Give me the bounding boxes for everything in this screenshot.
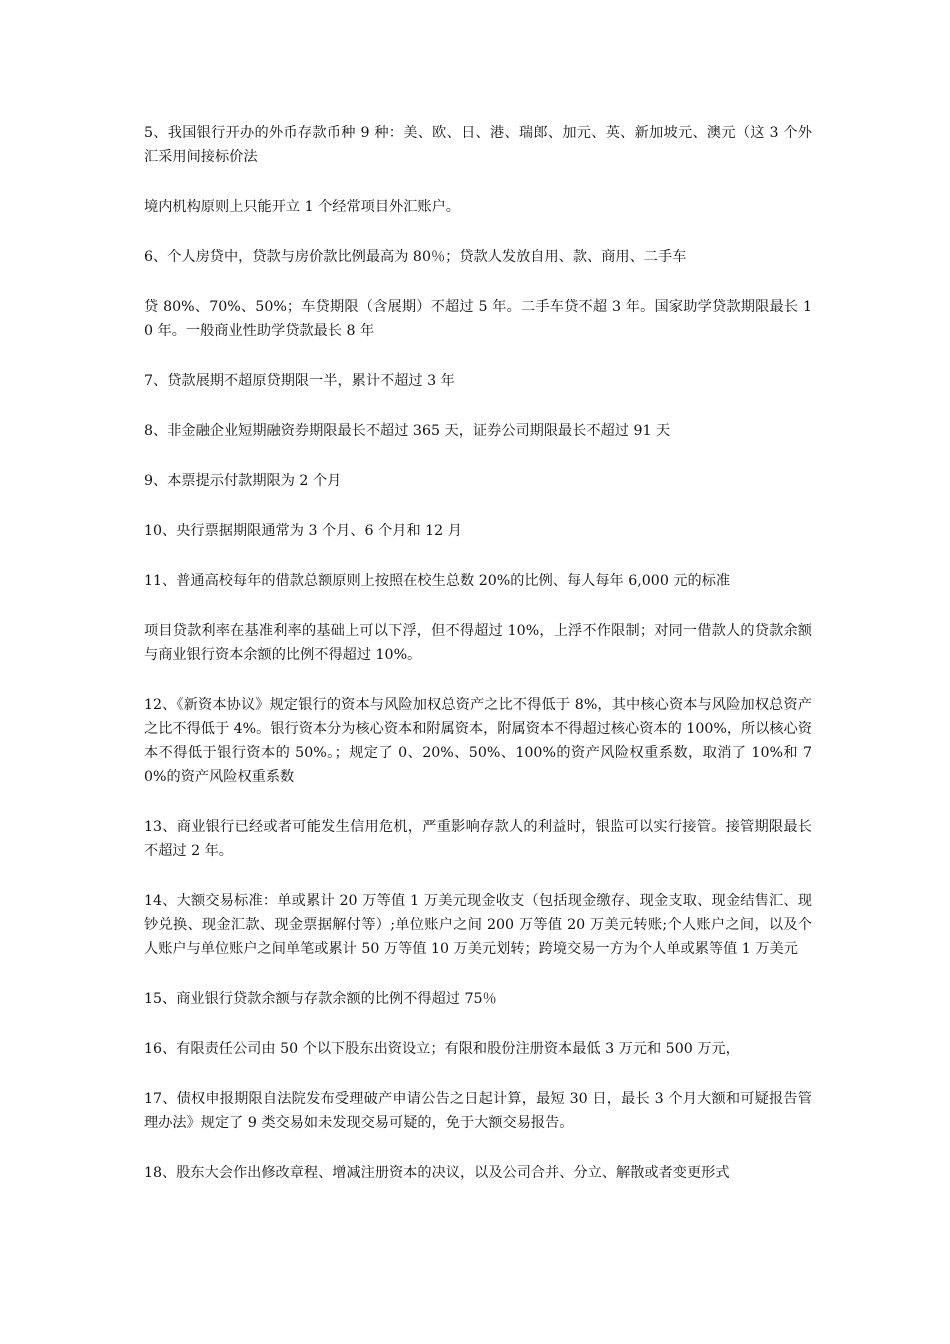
paragraph-14: 14、大额交易标准：单或累计 20 万等值 1 万美元现金收支（包括现金缴存、现金支取、现金结售汇、现钞兑换、现金汇款、现金票据解付等）;单位账户之间 200 万等值 20 万美元转账;个人账户之间，以及个人账户与单位账户之间单笔或累计 50 万等值 10 万美元划转；跨境交易一方为个人单或累等值 1 万美元 <box>144 893 812 957</box>
paragraph-12: 12、《新资本协议》规定银行的资本与风险加权总资产之比不得低于 8%，其中核心资本与风险加权总资产之比不得低于 4%。银行资本分为核心资本和附属资本，附属资本不得超过核心资本的 100%，所以核心资本不得低于银行资本的 50%。；规定了 0、20%、50%、100%的资产风险权重系数，取消了 10%和 70%的资产风险权重系数 <box>144 697 812 785</box>
paragraph-11-detail: 项目贷款利率在基准利率的基础上可以下浮，但不得超过 10%，上浮不作限制；对同一借款人的贷款余额与商业银行资本余额的比例不得超过 10%。 <box>144 623 812 663</box>
paragraph-6-detail: 贷 80%、70%、50%；车贷期限（含展期）不超过 5 年。二手车贷不超 3 年。国家助学贷款期限最长 10 年。一般商业性助学贷款最长 8 年 <box>144 299 812 339</box>
paragraph-5: 5、我国银行开办的外币存款币种 9 种：美、欧、日、港、瑞郎、加元、英、新加坡元、澳元（这 3 个外汇采用间接标价法 <box>144 125 812 165</box>
paragraph-13: 13、商业银行已经或者可能发生信用危机，严重影响存款人的利益时，银监可以实行接管。接管期限最长不超过 2 年。 <box>144 819 812 859</box>
paragraph-11: 11、普通高校每年的借款总额原则上按照在校生总数 20%的比例、每人每年 6,000 元的标准 <box>144 573 731 589</box>
paragraph-10: 10、央行票据期限通常为 3 个月、6 个月和 12 月 <box>144 523 462 539</box>
paragraph-7: 7、贷款展期不超原贷期限一半，累计不超过 3 年 <box>144 373 455 389</box>
document-body <box>144 121 812 1211</box>
paragraph-8: 8、非金融企业短期融资券期限最长不超过 365 天，证券公司期限最长不超过 91 天 <box>144 423 671 439</box>
paragraph-9: 9、本票提示付款期限为 2 个月 <box>144 473 342 489</box>
paragraph-18: 18、股东大会作出修改章程、增减注册资本的决议，以及公司合并、分立、解散或者变更形式 <box>144 1165 730 1181</box>
paragraph-5-note: 境内机构原则上只能开立 1 个经常项目外汇账户。 <box>144 199 460 215</box>
paragraph-6: 6、个人房贷中，贷款与房价款比例最高为 80％；贷款人发放自用、款、商用、二手车 <box>144 249 687 265</box>
paragraph-16: 16、有限责任公司由 50 个以下股东出资设立；有限和股份注册资本最低 3 万元和 500 万元， <box>144 1041 740 1057</box>
paragraph-15: 15、商业银行贷款余额与存款余额的比例不得超过 75％ <box>144 991 497 1007</box>
paragraph-17: 17、债权申报期限自法院发布受理破产申请公告之日起计算，最短 30 日，最长 3 个月大额和可疑报告管理办法》规定了 9 类交易如未发现交易可疑的，免于大额交易报告。 <box>144 1091 812 1131</box>
